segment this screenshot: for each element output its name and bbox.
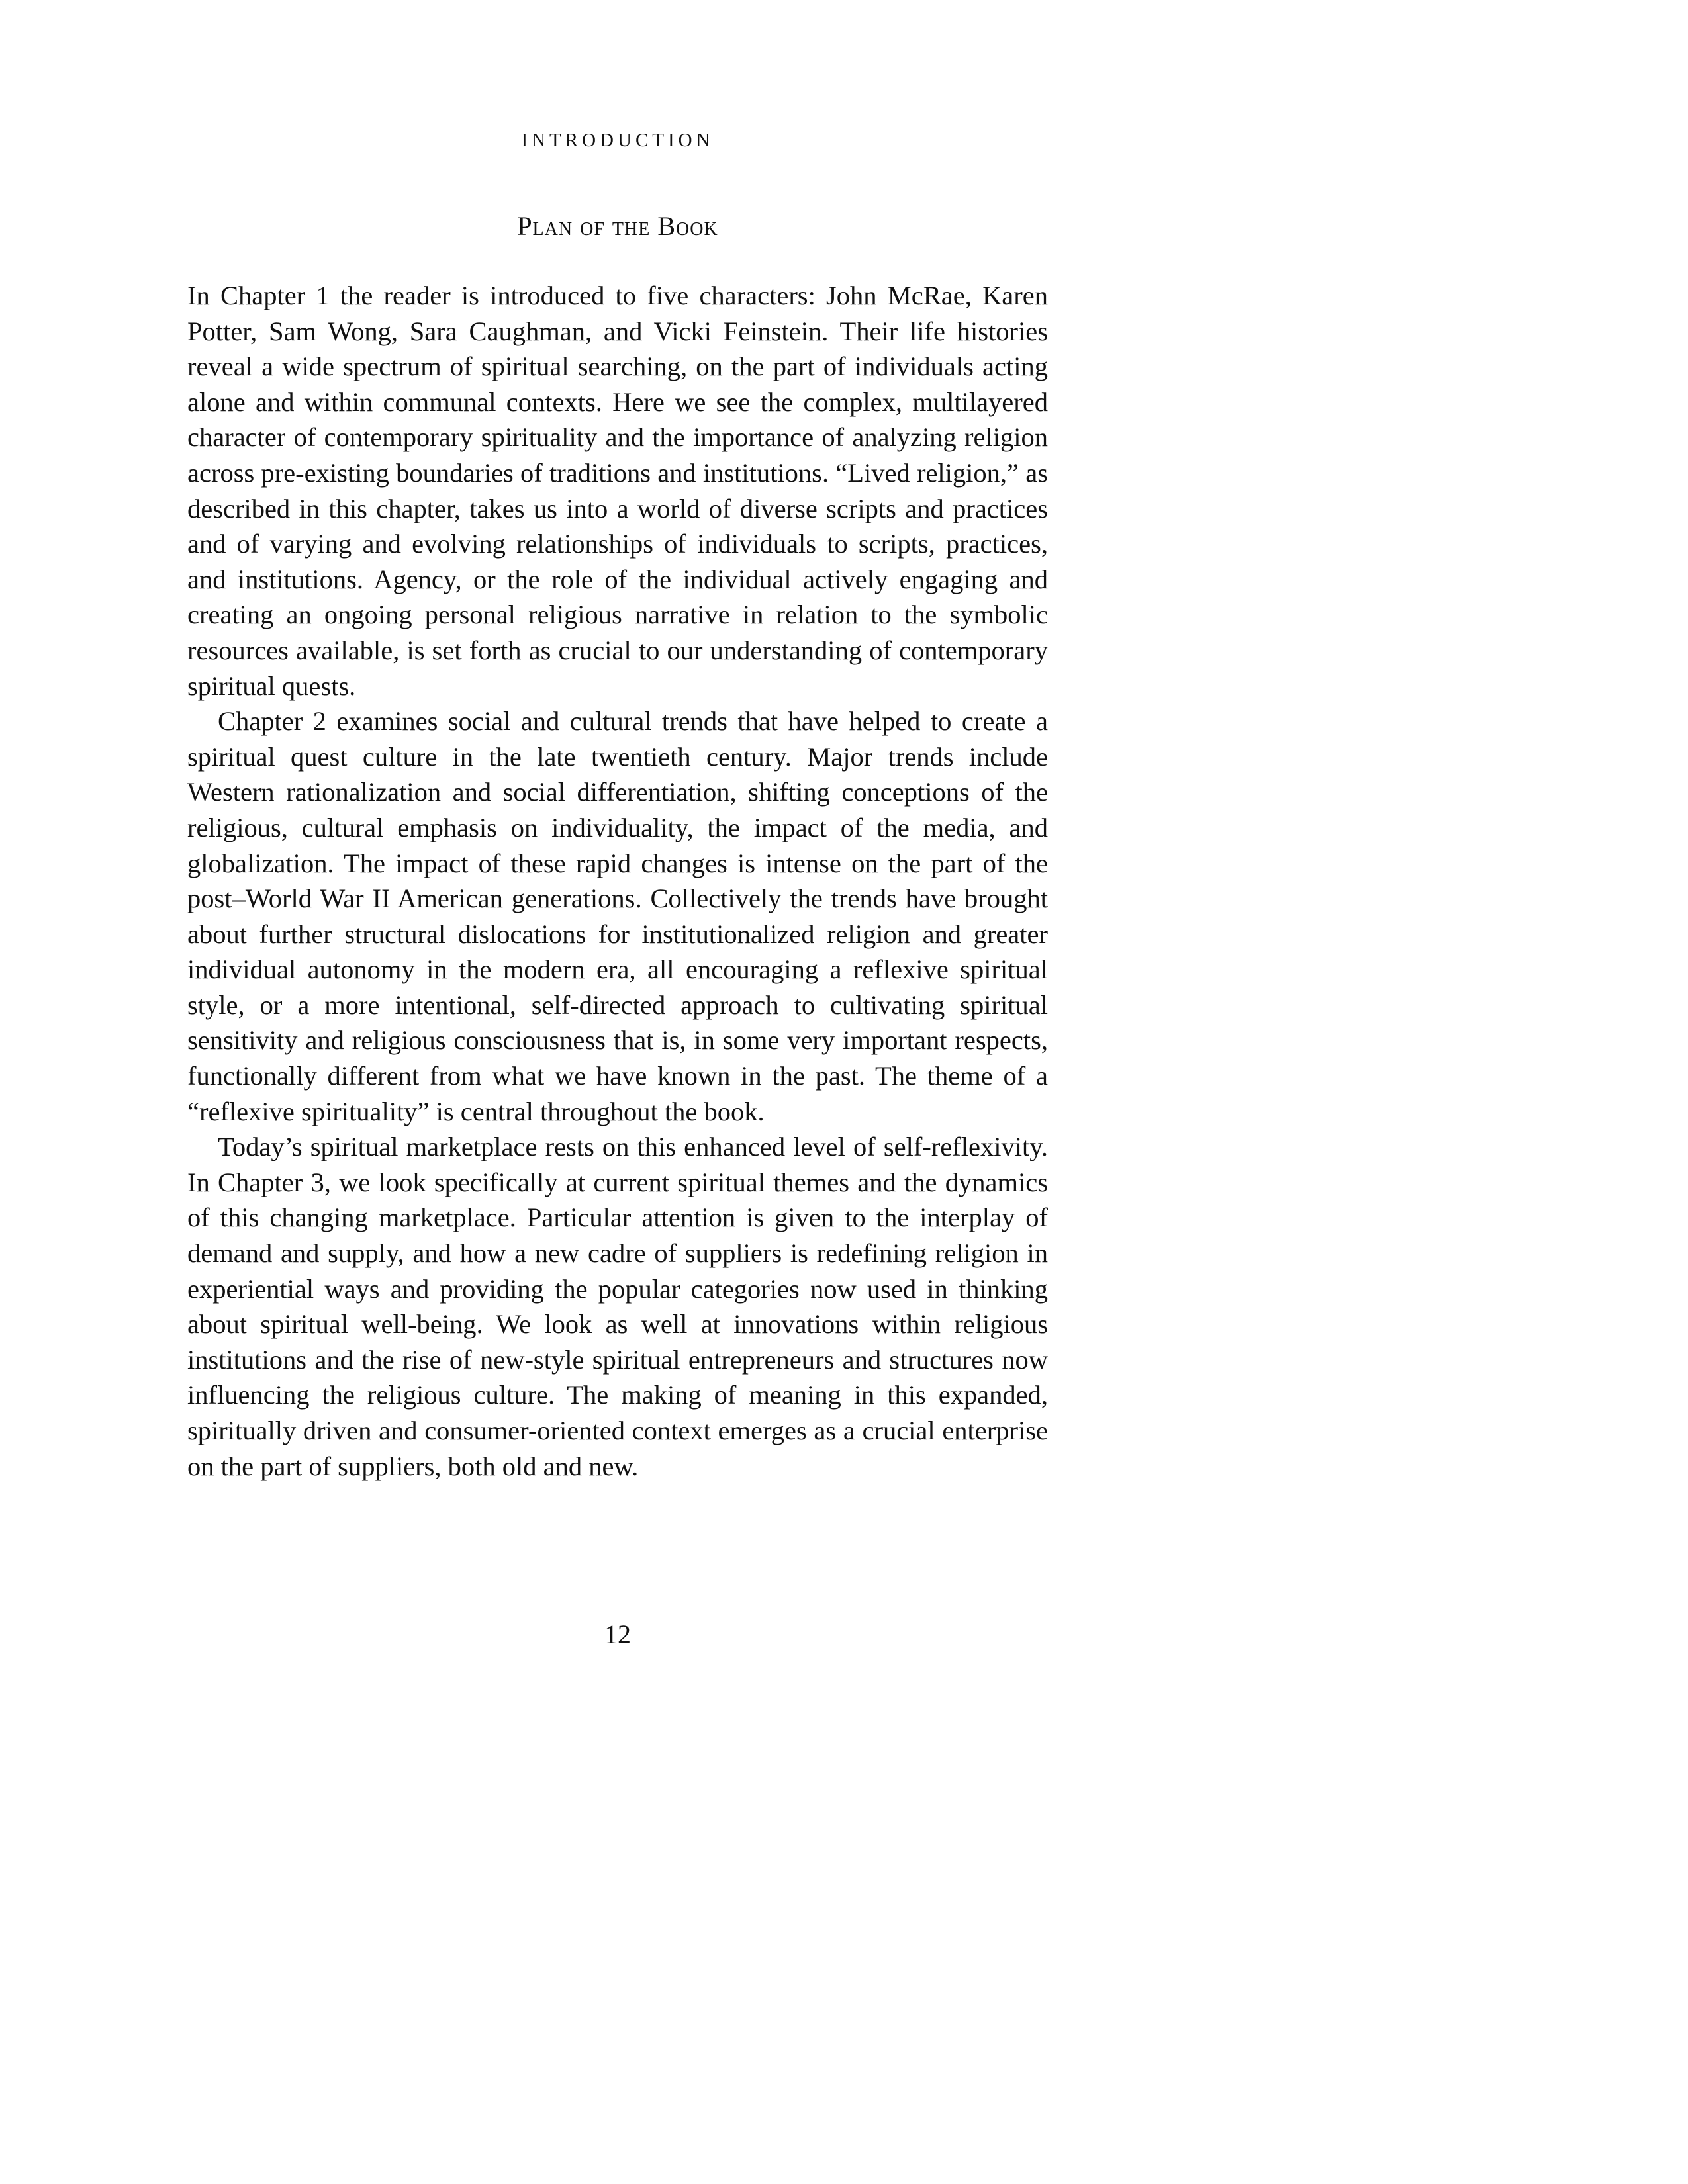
page-number: 12 (604, 1619, 631, 1649)
section-title: Plan of the Book (517, 211, 718, 241)
paragraph-chapter-1: In Chapter 1 the reader is introduced to five characters: John McRae, Karen Potter, Sam Wong, Sara Caughman, and Vicki Feinstein. Their life histories reveal a wide spectrum of spiritual searching, on the part of individuals acting alone and within communal contexts. Here we see the complex, multilayered character of contemporary spirituality and the importance of analyzing religion across pre-existing boundaries of traditions and institutions. “Lived religion,” as described in this chapter, takes us into a world of diverse scripts and practices and of varying and evolving relationships of individuals to scripts, practices, and institutions. Agency, or the role of the individual actively engaging and creating an ongoing personal religious narrative in relation to the symbolic resources available, is set forth as crucial to our understanding of contemporary spiritual quests. (187, 281, 1048, 701)
body-text (187, 278, 1048, 1484)
paragraph-chapter-2: Chapter 2 examines social and cultural trends that have helped to create a spiritual quest culture in the late twentieth century. Major trends include Western rationalization and social differentiation, shifting conceptions of the religious, cultural emphasis on individuality, the impact of the media, and globalization. The impact of these rapid changes is intense on the part of the post–World War II American generations. Collectively the trends have brought about further structural dislocations for institutionalized religion and greater individual autonomy in the modern era, all encouraging a reflexive spiritual style, or a more intentional, self-directed approach to cultivating spiritual sensitivity and religious consciousness that is, in some very important respects, functionally different from what we have known in the past. The theme of a “reflexive spirituality” is central throughout the book. (187, 706, 1048, 1126)
paragraph-chapter-3: Today’s spiritual marketplace rests on this enhanced level of self-reflexivity. In Chapter 3, we look specifically at current spiritual themes and the dynamics of this changing marketplace. Particular attention is given to the interplay of demand and supply, and how a new cadre of suppliers is redefining religion in experiential ways and providing the popular categories now used in thinking about spiritual well-being. We look as well at innovations within religious institutions and the rise of new-style spiritual entrepreneurs and structures now influencing the religious culture. The making of meaning in this expanded, spiritually driven and consumer-oriented context emerges as a crucial enterprise on the part of suppliers, both old and new. (187, 1132, 1048, 1481)
running-head: INTRODUCTION (521, 130, 714, 151)
